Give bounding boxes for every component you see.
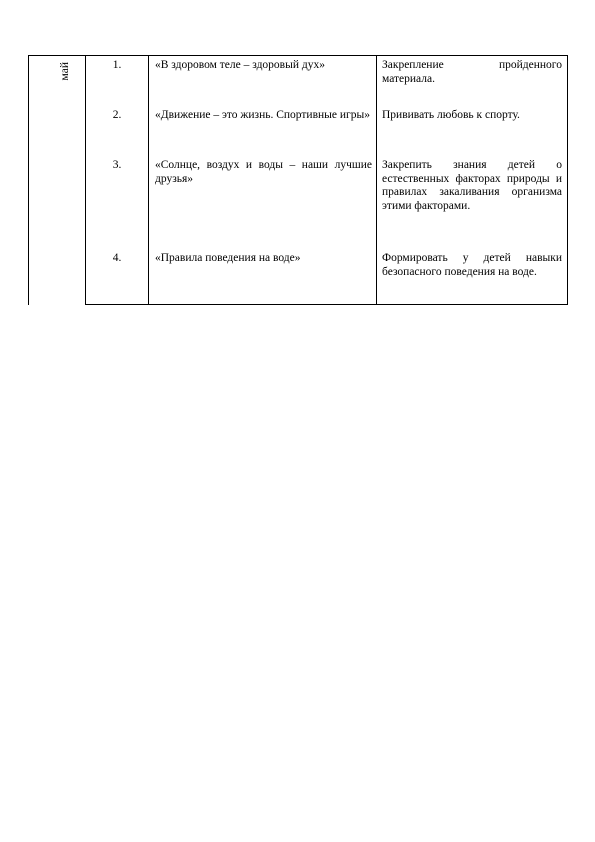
month-cell <box>29 56 86 305</box>
goal-cell <box>377 156 568 249</box>
row-number: 4. <box>112 252 122 264</box>
topic-cell <box>149 156 377 249</box>
goal-text: Формировать у детей навыки безопасного поведения на воде. <box>382 252 562 278</box>
topic-text: «Правила поведения на воде» <box>155 252 301 264</box>
goal-text: Закрепить знания детей о естественных факторах природы и правилах закаливания организма этими факторами. <box>382 159 562 212</box>
goal-cell <box>377 56 568 107</box>
topic-cell <box>149 56 377 107</box>
goal-text: Закрепление пройденного материала. <box>382 59 562 85</box>
topic-cell <box>149 249 377 305</box>
row-number: 1. <box>112 59 122 71</box>
topic-text: «Движение – это жизнь. Спортивные игры» <box>155 109 370 121</box>
goal-cell <box>377 106 568 156</box>
table-row <box>29 249 568 305</box>
table-row <box>29 156 568 249</box>
lesson-plan-table <box>28 55 568 305</box>
row-number-cell <box>86 106 149 156</box>
row-number: 3. <box>112 159 122 171</box>
row-number-cell <box>86 249 149 305</box>
table-row <box>29 106 568 156</box>
row-number: 2. <box>112 109 122 121</box>
goal-text: Прививать любовь к спорту. <box>382 109 520 121</box>
row-number-cell <box>86 156 149 249</box>
month-label: май <box>59 62 71 81</box>
table-row <box>29 56 568 107</box>
topic-cell <box>149 106 377 156</box>
goal-cell <box>377 249 568 305</box>
row-number-cell <box>86 56 149 107</box>
topic-text: «В здоровом теле – здоровый дух» <box>155 59 325 71</box>
topic-text: «Солнце, воздух и воды – наши лучшие друзья» <box>155 159 372 185</box>
